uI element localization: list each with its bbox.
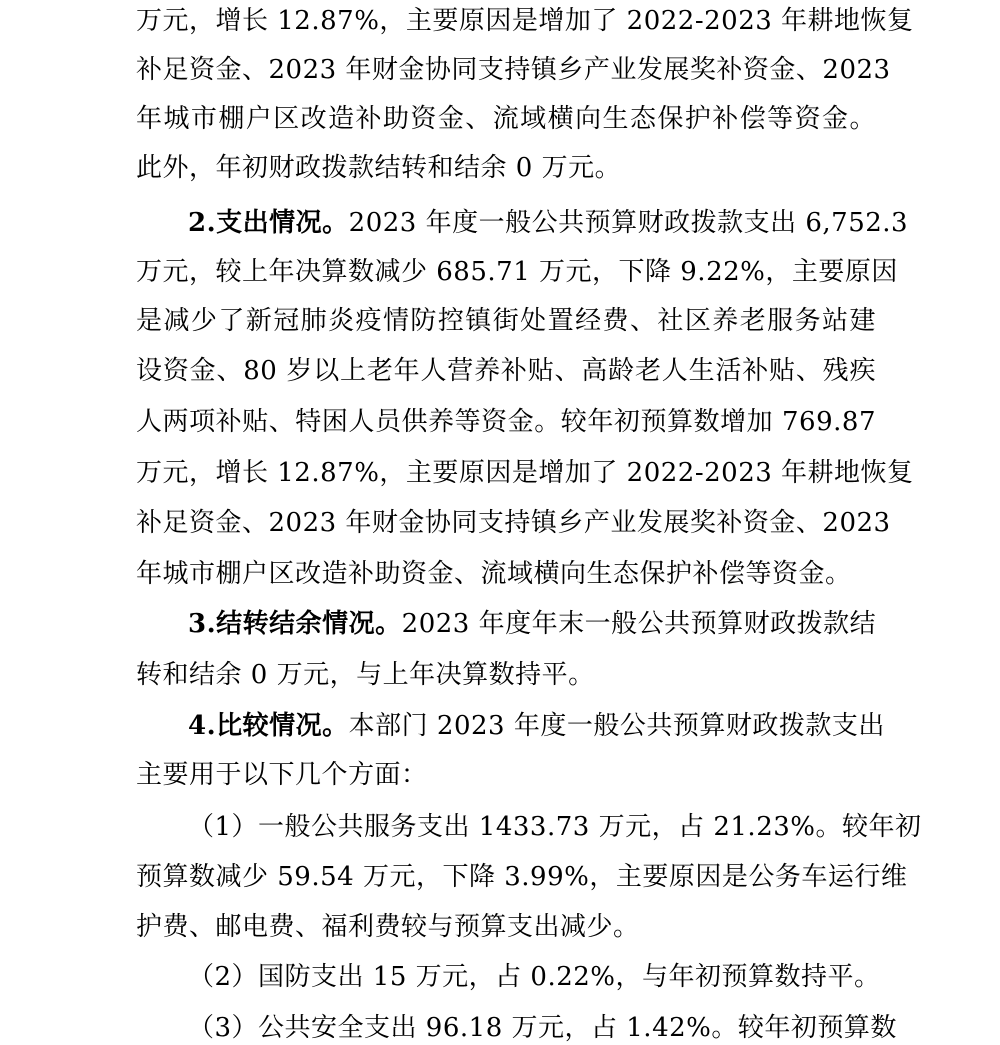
paragraph-line: 万元，较上年决算数减少 685.71 万元，下降 9.22%，主要原因 [136,257,898,287]
carryover-heading: 3.结转结余情况。 [188,609,402,639]
paragraph-line: 护费、邮电费、福利费较与预算支出减少。 [136,912,640,942]
paragraph-line: 预算数减少 59.54 万元，下降 3.99%，主要原因是公务车运行维 [136,862,908,892]
paragraph-text: 本部门 2023 年度一般公共预算财政拨款支出 [348,711,885,741]
paragraph-line: 转和结余 0 万元，与上年决算数持平。 [136,660,595,690]
paragraph-line: 人两项补贴、特困人员供养等资金。较年初预算数增加 769.87 [136,407,876,437]
carryover-paragraph-first-line [188,607,876,641]
paragraph-line: 设资金、80 岁以上老年人营养补贴、高龄老人生活补贴、残疾 [136,356,876,386]
list-item-general-public-services: （1）一般公共服务支出 1433.73 万元，占 21.23%。较年初 [188,812,922,842]
comparison-heading: 4.比较情况。 [188,711,349,741]
paragraph-text: 2023 年度一般公共预算财政拨款支出 6,752.3 [348,208,909,238]
paragraph-line: 此外，年初财政拨款结转和结余 0 万元。 [136,153,622,183]
paragraph-line: 主要用于以下几个方面： [136,760,428,790]
paragraph-line: 是减少了新冠肺炎疫情防控镇街处置经费、社区养老服务站建 [136,306,876,336]
paragraph-line: 年城市棚户区改造补助资金、流域横向生态保护补偿等资金。 [136,559,852,589]
paragraph-line: 补足资金、2023 年财金协同支持镇乡产业发展奖补资金、2023 [136,508,891,538]
paragraph-line: 补足资金、2023 年财金协同支持镇乡产业发展奖补资金、2023 [136,55,891,85]
list-item-national-defense: （2）国防支出 15 万元，占 0.22%，与年初预算数持平。 [188,962,881,992]
paragraph-text: 2023 年度年末一般公共预算财政拨款结 [401,609,877,639]
paragraph-line: 年城市棚户区改造补助资金、流域横向生态保护补偿等资金。 [136,104,876,134]
expenditure-paragraph-first-line [188,206,909,240]
list-item-public-security: （3）公共安全支出 96.18 万元，占 1.42%。较年初预算数 [188,1013,897,1043]
paragraph-line: 万元，增长 12.87%，主要原因是增加了 2022-2023 年耕地恢复 [136,458,914,488]
paragraph-line: 万元，增长 12.87%，主要原因是增加了 2022-2023 年耕地恢复 [136,6,914,36]
comparison-paragraph-first-line [188,709,885,743]
expenditure-heading: 2.支出情况。 [188,208,349,238]
